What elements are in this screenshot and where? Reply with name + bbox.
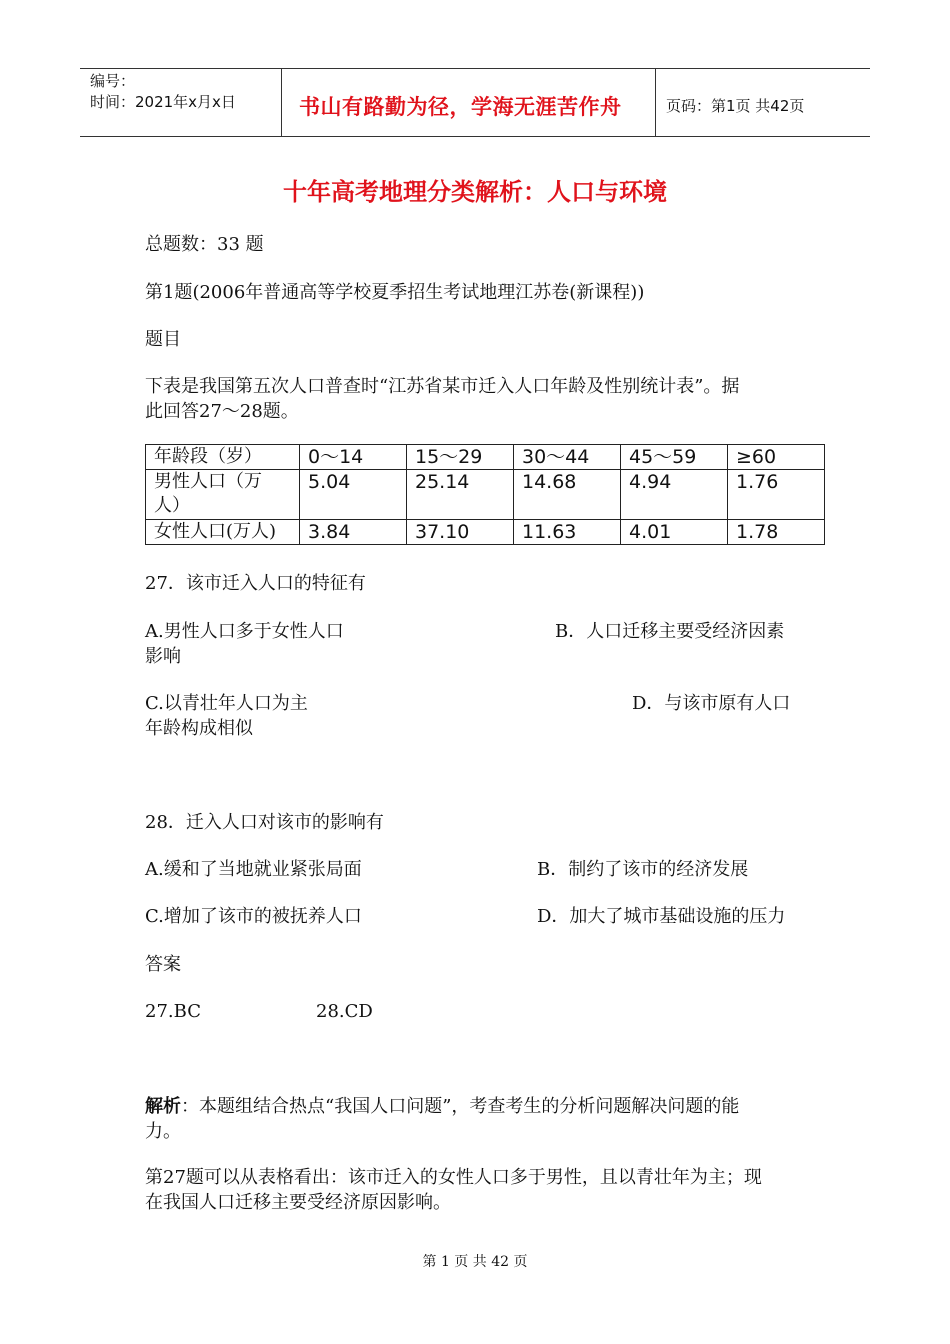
male-label-line-1: 男性人口（万: [154, 471, 262, 492]
table-header-cell: 0～14: [300, 445, 407, 470]
header-top-rule: [80, 68, 870, 69]
total-questions: 总题数：33 题: [145, 234, 264, 255]
document-title: 十年高考地理分类解析：人口与环境: [283, 178, 667, 206]
table-header-cell: 30～44: [514, 445, 621, 470]
table-header-cell: 年龄段（岁）: [146, 445, 300, 470]
q27-option-c: C.以青壮年人口为主: [145, 693, 308, 714]
table-header-cell: 45～59: [621, 445, 728, 470]
table-cell: 25.14: [407, 470, 514, 520]
header-page-label: 页码：第1页 共42页: [666, 97, 805, 115]
q27-stem: 27．该市迁入人口的特征有: [145, 573, 366, 594]
q27-option-b-continued: 影响: [145, 646, 181, 667]
question-source: 第1题(2006年普通高等学校夏季招生考试地理江苏卷(新课程)): [145, 282, 645, 303]
table-header-row: [146, 445, 825, 470]
table-row-female: [146, 520, 825, 545]
table-cell: 4.94: [621, 470, 728, 520]
q27-option-d: D．与该市原有人口: [632, 693, 791, 714]
table-cell: 14.68: [514, 470, 621, 520]
section-heading-question: 题目: [145, 329, 181, 350]
header-number-label: 编号：: [90, 72, 136, 90]
analysis-paragraph-2-line-1: 第27题可以从表格看出：该市迁入的女性人口多于男性，且以青壮年为主；现: [145, 1167, 762, 1188]
q28-stem: 28．迁入人口对该市的影响有: [145, 812, 384, 833]
table-header-cell: 15～29: [407, 445, 514, 470]
analysis-paragraph-2-line-2: 在我国人口迁移主要受经济原因影响。: [145, 1192, 451, 1213]
analysis-line-2: 力。: [145, 1121, 181, 1142]
q27-option-a: A.男性人口多于女性人口: [145, 621, 344, 642]
intro-line-2: 此回答27～28题。: [145, 401, 299, 422]
header-divider-left: [281, 68, 282, 136]
table-cell: 37.10: [407, 520, 514, 545]
intro-line-1: 下表是我国第五次人口普查时“江苏省某市迁入人口年龄及性别统计表”。据: [145, 376, 740, 397]
answer-heading: 答案: [145, 954, 181, 975]
table-cell: 5.04: [300, 470, 407, 520]
table-header-cell: ≥60: [728, 445, 825, 470]
analysis-line-1: [145, 1094, 739, 1119]
page-footer: 第 1 页 共 42 页: [422, 1254, 528, 1270]
table-cell: 1.78: [728, 520, 825, 545]
analysis-text: ：本题组结合热点“我国人口问题”，考查考生的分析问题解决问题的能: [181, 1096, 740, 1117]
male-label-line-2: 人）: [154, 495, 190, 516]
table-row-label: 女性人口(万人): [146, 520, 300, 545]
table-row-male: [146, 470, 825, 520]
header-motto: 书山有路勤为径，学海无涯苦作舟: [299, 95, 622, 119]
analysis-label: 解析: [145, 1096, 181, 1117]
table-row-label: [146, 470, 300, 520]
q28-option-d: D．加大了城市基础设施的压力: [537, 906, 786, 927]
header-time-label: 时间：2021年x月x日: [90, 93, 236, 111]
q28-option-c: C.增加了该市的被抚养人口: [145, 906, 362, 927]
q28-option-b: B．制约了该市的经济发展: [537, 859, 749, 880]
header-divider-right: [655, 68, 656, 136]
answer-27: 27.BC: [145, 1001, 201, 1022]
table-cell: 1.76: [728, 470, 825, 520]
q27-option-b: B．人口迁移主要受经济因素: [555, 621, 785, 642]
header-bottom-rule: [80, 136, 870, 137]
age-sex-table: [145, 444, 825, 545]
q27-option-d-continued: 年龄构成相似: [145, 718, 253, 739]
q28-option-a: A.缓和了当地就业紧张局面: [145, 859, 362, 880]
table-cell: 3.84: [300, 520, 407, 545]
table-cell: 11.63: [514, 520, 621, 545]
table-cell: 4.01: [621, 520, 728, 545]
answer-28: 28.CD: [316, 1001, 373, 1022]
